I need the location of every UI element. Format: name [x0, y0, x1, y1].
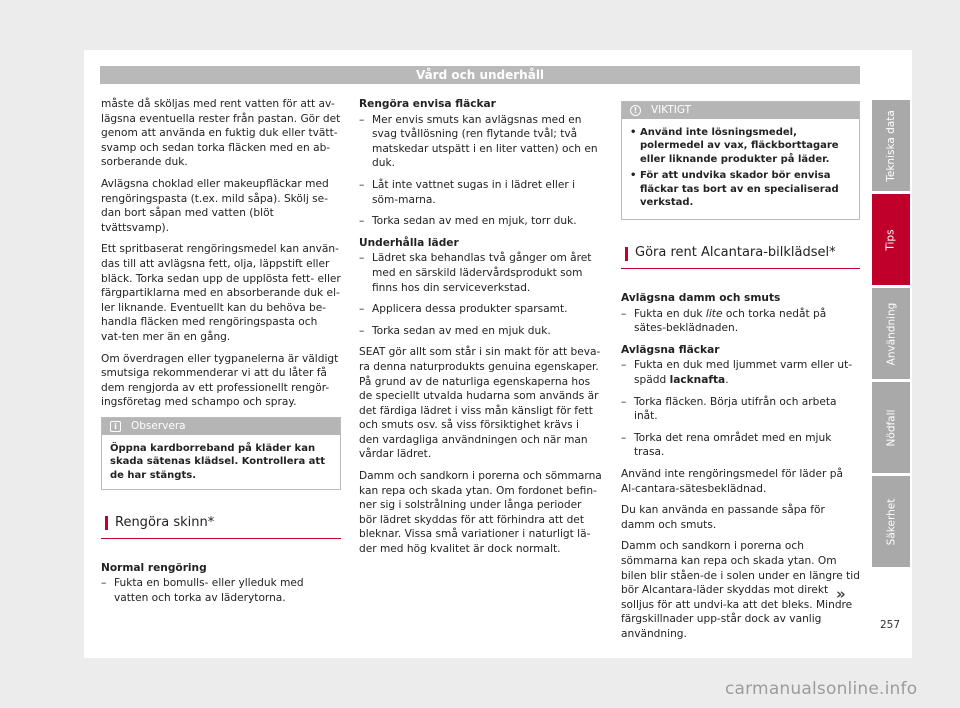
subheading: Underhålla läder	[359, 236, 459, 249]
tab-anvandning[interactable]	[872, 288, 910, 379]
paragraph: Ett spritbaserat rengöringsmedel kan använ-das till att avlägsna fett, olja, läppstift eller bläck. Torka sedan upp de upplösta fett- eller färgpartiklarna med en absorberande duk el-ler liknande. Eventuellt kan du behöva be-handla fläcken med rengöringspasta och vat-ten mer än en gång.	[101, 243, 341, 343]
dash-item: – Mer envis smuts kan avlägsnas med en svag tvållösning (ren flytande tvål; två matskedar utspätt i en liter vatten) och en duk.	[359, 113, 602, 171]
warning-bullet: • För att undvika skador bör envisa fläckar tas bort av en specialiserad verkstad.	[630, 169, 851, 209]
warning-box	[621, 101, 860, 220]
paragraph: Du kan använda en passande såpa för damm och smuts.	[621, 504, 825, 531]
text-run: .	[725, 374, 729, 386]
page-number: 257	[880, 619, 901, 631]
paragraph: Damm och sandkorn i porerna och sömmarna kan repa och skada ytan. Om bilen blir ståen-de i solen under en längre tid bör Alcantara-läder skyddas mot direkt solljus för att undvi-ka att det bleks. Mindre färgskillnader upp-står dock av vanlig användning.	[621, 540, 860, 640]
subheading: Normal rengöring	[101, 561, 207, 574]
column-3	[621, 101, 860, 649]
watermark: carmanualsonline.info	[725, 679, 918, 699]
paragraph: måste då sköljas med rent vatten för att av-lägsna eventuella rester från pastan. Gör det genom att använda en fuktig duk eller tvätt-svamp och sedan torka fläcken med en ab-sorberande duk.	[101, 98, 341, 169]
tab-nodfall[interactable]	[872, 382, 910, 473]
warning-label: VIKTIGT	[651, 104, 692, 116]
dash-item: – Fukta en bomulls- eller ylleduk med vatten och torka av läderytorna.	[101, 576, 341, 605]
tab-label: Nödfall	[884, 409, 897, 446]
tab-label: Tekniska data	[885, 109, 897, 182]
dash-item: – Applicera dessa produkter sparsamt.	[359, 302, 602, 317]
text-run: Fukta en duk med ljummet varm eller ut-spädd	[634, 359, 853, 386]
note-box-header	[102, 418, 340, 435]
tab-label: Användning	[885, 302, 898, 365]
tab-label: Säkerhet	[885, 498, 898, 545]
warning-body	[622, 119, 859, 219]
continue-glyph: »	[836, 585, 846, 603]
chapter-tabs	[872, 100, 910, 570]
dash-item: – Lädret ska behandlas två gånger om året med en särskild lädervårdsprodukt som finns hos din serviceverkstad.	[359, 251, 602, 295]
tab-tekniska-data[interactable]	[872, 100, 910, 191]
paragraph: Använd inte rengöringsmedel för läder på Al-cantara-sätesbeklädnad.	[621, 467, 843, 495]
paragraph: Avlägsna choklad eller makeupfläckar med rengöringspasta (t.ex. mild såpa). Skölj se-dan bort såpan med vatten (blöt tvättsvamp).	[101, 177, 329, 234]
tab-label: Tips	[885, 228, 897, 251]
warning-bullet: • Använd inte lösningsmedel, polermedel av vax, fläckborttagare eller liknande produkter på läder.	[630, 126, 851, 166]
subheading: Avlägsna damm och smuts	[621, 292, 781, 305]
dash-item: – Torka fläcken. Börja utifrån och arbeta inåt.	[621, 395, 860, 424]
subheading: Avlägsna fläckar	[621, 343, 720, 356]
page-header: Vård och underhåll	[100, 66, 860, 84]
column-1	[101, 97, 341, 612]
note-box	[101, 417, 341, 490]
info-icon: i	[110, 421, 121, 432]
warning-box-header	[622, 102, 859, 119]
tab-sakerhet[interactable]	[872, 476, 910, 567]
text-run: och torka nedåt på sätes-beklädnaden.	[634, 307, 827, 335]
note-label: Observera	[131, 419, 186, 432]
exclamation-icon: !	[630, 105, 641, 116]
note-text: Öppna kardborreband på kläder kan skada sätenas klädsel. Kontrollera att de har stängts.	[110, 442, 325, 481]
column-2	[359, 97, 602, 564]
dash-item: – Torka det rena området med en mjuk trasa.	[621, 431, 860, 460]
section-title-alcantara: Göra rent Alcantara-bilklädsel*	[621, 246, 860, 269]
dash-item: – Torka sedan av med en mjuk duk.	[359, 324, 602, 339]
dash-item: – Låt inte vattnet sugas in i lädret eller i söm-marna.	[359, 178, 602, 207]
dash-item	[621, 307, 860, 336]
subheading: Rengöra envisa fläckar	[359, 98, 496, 110]
text-run-bold: lacknafta	[669, 374, 726, 386]
paragraph: SEAT gör allt som står i sin makt för att beva-ra denna naturprodukts genuina egenskaper. På grund av de naturliga egenskaperna hos de speciellt utvalda hudarna som används är det färdiga lädret i viss mån känsligt för fett och smuts osv. så viss försiktighet krävs i den vardagliga användningen och när man vårdar lädret.	[359, 346, 601, 461]
text-run: Fukta en duk	[634, 307, 706, 320]
tab-tips[interactable]	[872, 194, 910, 285]
dash-item: – Torka sedan av med en mjuk, torr duk.	[359, 214, 602, 229]
section-title-leather: Rengöra skinn*	[101, 516, 341, 539]
text-run-italic: lite	[705, 307, 723, 320]
paragraph: Damm och sandkorn i porerna och sömmarna kan repa och skada ytan. Om fordonet befin-ner sig i solstrålning under långa perioder bör lädret skyddas för att förhindra att det bleknar. Vissa små variationer i naturligt lä-der med hög kvalitet är dock normalt.	[359, 470, 602, 556]
paragraph: Om överdragen eller tygpanelerna är väldigt smutsiga rekommenderar vi att du låter få dem rengjorda av ett professionellt rengör-ingsföretag med schampo och spray.	[101, 352, 339, 409]
dash-item	[621, 358, 860, 387]
